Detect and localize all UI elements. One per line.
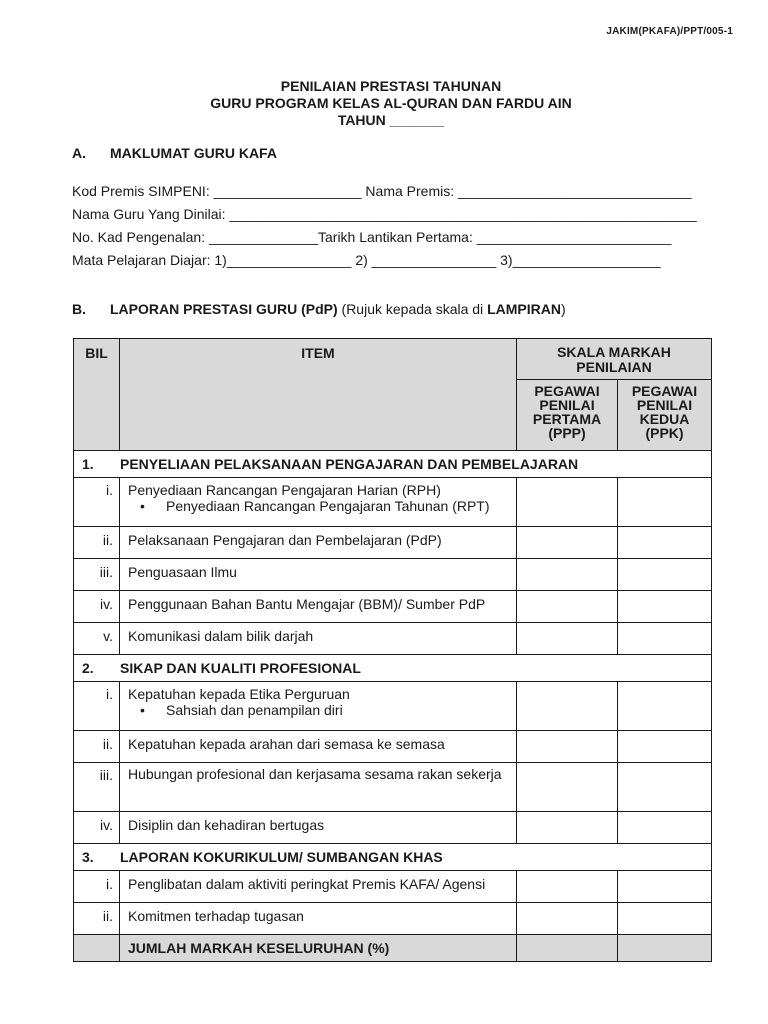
score-ppp-cell[interactable] bbox=[517, 812, 618, 844]
section-row-3 bbox=[74, 844, 712, 871]
row-number: iii. bbox=[74, 763, 120, 812]
score-ppk-cell[interactable] bbox=[618, 478, 712, 527]
table-row bbox=[74, 527, 712, 559]
assessment-table bbox=[73, 338, 712, 962]
document-title bbox=[0, 78, 768, 129]
header-ppp-line-1: PEGAWAI bbox=[534, 383, 600, 399]
section-b-letter: B. bbox=[72, 301, 86, 317]
bullet-icon: • bbox=[140, 498, 145, 514]
header-ppk-line-2: PENILAI bbox=[636, 397, 693, 413]
title-line-3: TAHUN _______ bbox=[337, 112, 445, 128]
score-ppk-cell[interactable] bbox=[618, 559, 712, 591]
section-row-2 bbox=[74, 655, 712, 682]
row-item-text: Penggunaan Bahan Bantu Mengajar (BBM)/ Sumber PdP bbox=[120, 591, 517, 623]
table-header-row bbox=[74, 339, 712, 380]
score-ppk-cell[interactable] bbox=[618, 591, 712, 623]
section-2-title: SIKAP DAN KUALITI PROFESIONAL bbox=[120, 660, 361, 676]
field-kod-premis-line[interactable]: Kod Premis SIMPENI: ___________________ Nama Premis: ______________________________ bbox=[72, 183, 692, 199]
total-ppp-cell[interactable] bbox=[517, 935, 618, 962]
section-2-number: 2. bbox=[82, 660, 94, 676]
header-skala bbox=[517, 339, 712, 380]
score-ppk-cell[interactable] bbox=[618, 731, 712, 763]
table-row bbox=[74, 731, 712, 763]
score-ppk-cell[interactable] bbox=[618, 812, 712, 844]
score-ppp-cell[interactable] bbox=[517, 731, 618, 763]
header-bil: BIL bbox=[74, 339, 120, 451]
header-ppp-line-3: PERTAMA bbox=[532, 411, 602, 427]
row-item-bullet bbox=[128, 702, 512, 718]
bullet-icon: • bbox=[140, 702, 145, 718]
header-skala-line-1: SKALA MARKAH bbox=[557, 344, 671, 360]
table-row bbox=[74, 623, 712, 655]
document-reference-code: JAKIM(PKAFA)/PPT/005-1 bbox=[606, 26, 733, 37]
score-ppk-cell[interactable] bbox=[618, 527, 712, 559]
title-line-1: PENILAIAN PRESTASI TAHUNAN bbox=[280, 78, 502, 94]
section-3-title: LAPORAN KOKURIKULUM/ SUMBANGAN KHAS bbox=[120, 849, 443, 865]
section-b-heading bbox=[72, 301, 566, 317]
header-ppp-line-4: (PPP) bbox=[548, 425, 586, 441]
row-item-bullet bbox=[128, 498, 512, 514]
score-ppk-cell[interactable] bbox=[618, 682, 712, 731]
total-bil-cell bbox=[74, 935, 120, 962]
row-number: ii. bbox=[74, 731, 120, 763]
score-ppp-cell[interactable] bbox=[517, 903, 618, 935]
row-item-text: Komitmen terhadap tugasan bbox=[120, 903, 517, 935]
row-number: iv. bbox=[74, 812, 120, 844]
row-number: i. bbox=[74, 478, 120, 527]
header-ppk bbox=[618, 380, 712, 451]
score-ppk-cell[interactable] bbox=[618, 763, 712, 812]
row-item-bullet-text: Sahsiah dan penampilan diri bbox=[166, 702, 343, 718]
table-row bbox=[74, 559, 712, 591]
table-row bbox=[74, 871, 712, 903]
section-1-title: PENYELIAAN PELAKSANAAN PENGAJARAN DAN PEMBELAJARAN bbox=[120, 456, 579, 472]
score-ppp-cell[interactable] bbox=[517, 591, 618, 623]
row-item-text: Penyediaan Rancangan Pengajaran Harian (RPH) bbox=[128, 482, 441, 498]
header-ppk-line-3: KEDUA bbox=[639, 411, 690, 427]
row-item-text: Kepatuhan kepada arahan dari semasa ke semasa bbox=[120, 731, 517, 763]
section-1-number: 1. bbox=[82, 456, 94, 472]
score-ppk-cell[interactable] bbox=[618, 623, 712, 655]
section-b-note-bold: LAMPIRAN bbox=[487, 301, 561, 317]
total-row bbox=[74, 935, 712, 962]
header-ppp-line-2: PENILAI bbox=[539, 397, 595, 413]
header-ppp bbox=[517, 380, 618, 451]
row-item-bullet-text: Penyediaan Rancangan Pengajaran Tahunan (RPT) bbox=[166, 498, 490, 514]
field-kad-pengenalan-line[interactable]: No. Kad Pengenalan: ______________Tarikh Lantikan Pertama: _________________________ bbox=[72, 229, 672, 245]
section-2-cell bbox=[74, 655, 712, 682]
row-item bbox=[120, 682, 517, 731]
section-row-1 bbox=[74, 451, 712, 478]
section-3-number: 3. bbox=[82, 849, 94, 865]
score-ppp-cell[interactable] bbox=[517, 763, 618, 812]
score-ppk-cell[interactable] bbox=[618, 903, 712, 935]
row-item-text: Pelaksanaan Pengajaran dan Pembelajaran (PdP) bbox=[120, 527, 517, 559]
header-ppk-line-4: (PPK) bbox=[645, 425, 684, 441]
row-number: iii. bbox=[74, 559, 120, 591]
score-ppk-cell[interactable] bbox=[618, 871, 712, 903]
score-ppp-cell[interactable] bbox=[517, 682, 618, 731]
table-row bbox=[74, 903, 712, 935]
section-b-title: LAPORAN PRESTASI GURU (PdP) bbox=[110, 301, 338, 317]
row-number: iv. bbox=[74, 591, 120, 623]
section-1-cell bbox=[74, 451, 712, 478]
field-mata-pelajaran-line[interactable]: Mata Pelajaran Diajar: 1)________________ 2) ________________ 3)___________________ bbox=[72, 252, 661, 268]
table-row bbox=[74, 591, 712, 623]
total-label: JUMLAH MARKAH KESELURUHAN (%) bbox=[120, 935, 517, 962]
section-a-heading bbox=[72, 145, 277, 161]
score-ppp-cell[interactable] bbox=[517, 527, 618, 559]
row-number: i. bbox=[74, 682, 120, 731]
section-3-cell bbox=[74, 844, 712, 871]
table-row bbox=[74, 478, 712, 527]
score-ppp-cell[interactable] bbox=[517, 478, 618, 527]
score-ppp-cell[interactable] bbox=[517, 871, 618, 903]
row-item-text: Penglibatan dalam aktiviti peringkat Premis KAFA/ Agensi bbox=[120, 871, 517, 903]
score-ppp-cell[interactable] bbox=[517, 623, 618, 655]
section-b-note-suffix: ) bbox=[560, 301, 566, 317]
section-b-note-prefix: (Rujuk kepada skala di bbox=[337, 301, 488, 317]
table-row bbox=[74, 812, 712, 844]
row-item-text: Kepatuhan kepada Etika Perguruan bbox=[128, 686, 350, 702]
row-number: v. bbox=[74, 623, 120, 655]
section-a-letter: A. bbox=[72, 145, 86, 161]
row-item-text: Disiplin dan kehadiran bertugas bbox=[120, 812, 517, 844]
row-number: ii. bbox=[74, 527, 120, 559]
header-skala-line-2: PENILAIAN bbox=[576, 359, 652, 375]
row-item-text: Komunikasi dalam bilik darjah bbox=[120, 623, 517, 655]
total-ppk-cell[interactable] bbox=[618, 935, 712, 962]
field-nama-guru-line[interactable]: Nama Guru Yang Dinilai: ____________________________________________________________ bbox=[72, 206, 697, 222]
score-ppp-cell[interactable] bbox=[517, 559, 618, 591]
row-item-text: Hubungan profesional dan kerjasama sesama rakan sekerja bbox=[120, 763, 517, 812]
section-a-title: MAKLUMAT GURU KAFA bbox=[110, 145, 277, 161]
row-number: i. bbox=[74, 871, 120, 903]
header-ppk-line-1: PEGAWAI bbox=[631, 383, 698, 399]
row-item bbox=[120, 478, 517, 527]
table-row bbox=[74, 682, 712, 731]
row-item-text: Penguasaan Ilmu bbox=[120, 559, 517, 591]
header-item: ITEM bbox=[120, 339, 517, 451]
row-number: ii. bbox=[74, 903, 120, 935]
table-row bbox=[74, 763, 712, 812]
title-line-2: GURU PROGRAM KELAS AL-QURAN DAN FARDU AIN bbox=[210, 95, 572, 111]
